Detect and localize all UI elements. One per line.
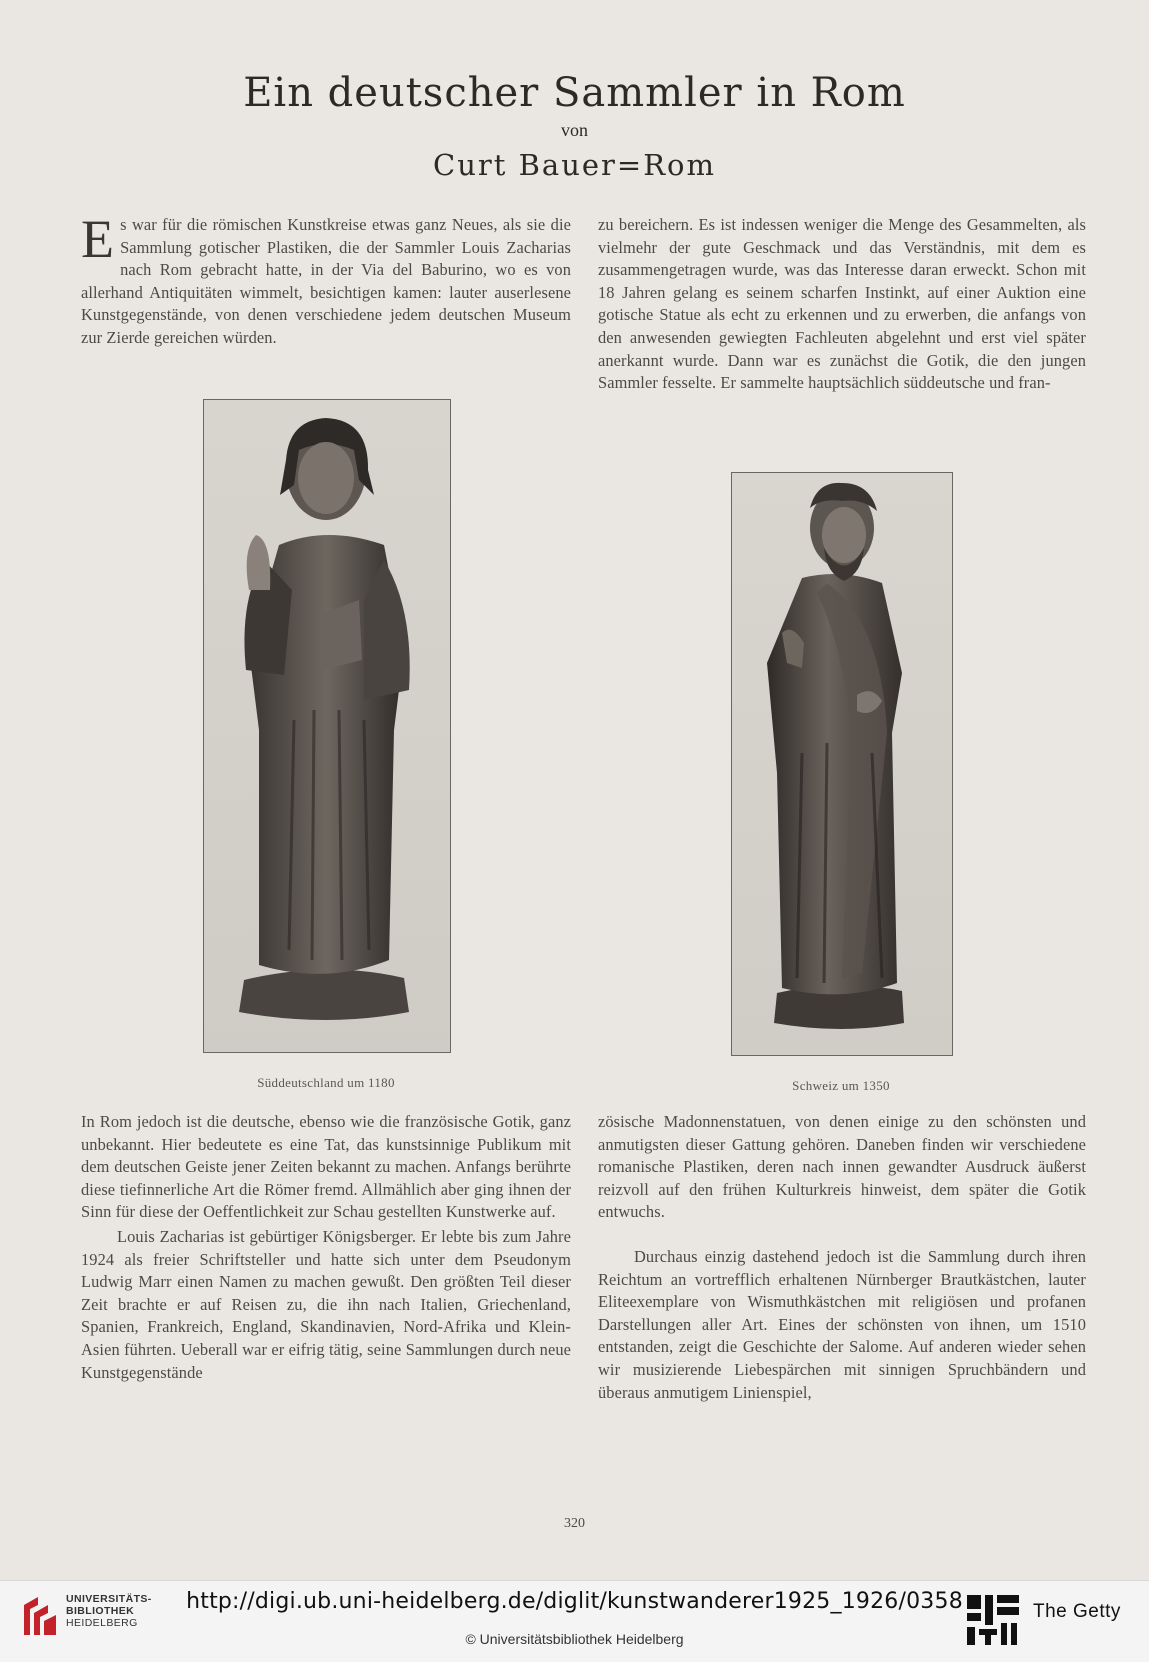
paragraph-biography: Louis Zacharias ist gebürtiger Königsberger. Er lebte bis zum Jahre 1924 als freier Schriftsteller und hatte sich unter dem Pseudonym Ludwig Marr einen Namen zu machen gewußt. Den größten Teil dieser Zeit brachte er auf Reisen zu, die ihn nach Italien, Griechenland, Spanien, Frankreich, England, Skandinavien, Nord-Afrika und Klein-Asien führten. Ueberall war er eifrig tätig, seine Sammlungen durch neue Kunstgegenstände: [81, 1226, 571, 1382]
column-left-bottom: [81, 1111, 571, 1384]
paragraph-rome: In Rom jedoch ist die deutsche, ebenso wie die französische Gotik, ganz unbekannt. Hier bedeutete es eine Tat, das kunstsinnige Publikum mit dem deutschen Geiste jener Zeiten bekannt zu machen. Anfangs berührte diese tiefinnerliche Art die Römer fremd. Allmählich aber ging ihnen der Sinn für diese der Oeffentlichkeit zur Schau gestellten Kunstwerke auf.: [81, 1112, 571, 1222]
column-left-top: [81, 209, 571, 350]
column-right-top: [598, 214, 1086, 395]
column-right-bottom: [598, 1111, 1086, 1404]
statue-suddeutschland-image: [204, 400, 450, 1052]
permalink-url[interactable]: http://digi.ub.uni-heidelberg.de/diglit/kunstwanderer1925_1926/0358: [186, 1589, 963, 1614]
page-number: 320: [564, 1516, 585, 1531]
paragraph-madonnas: zösische Madonnenstatuen, von denen einige zu den schönsten und anmutigsten dieser Gattung gehören. Daneben finden wir verschiedene romanische Plastiken, deren nach innen gewandter Ausdruck äußerst reizvoll auf den frühen Kulturkreis hinweist, dem später die Gotik entwuchs.: [598, 1112, 1086, 1222]
getty-logo-icon: [965, 1593, 1023, 1649]
paragraph-collector: zu bereichern. Es ist indessen weniger die Menge des Gesammelten, als vielmehr der gute Geschmack und das Verständnis, mit dem es zusammengetragen wurde, was das Interesse daran erweckt. Schon mit 18 Jahren gelang es seinem scharfen Instinkt, auf einer Auktion eine gotische Statue als echt zu erkennen und zu erwerben, die anfangs von den anwesenden gewiegten Fachleuten abgelehnt und erst viel später anerkannt wurde. Dann war es zunächst die Gotik, die den jungen Sammler fesselte. Er sammelte hauptsächlich süddeutsche und fran-: [598, 215, 1086, 393]
paragraph-brautkaestchen: Durchaus einzig dastehend jedoch ist die Sammlung durch ihren Reichtum an vortrefflich erhaltenen Nürnberger Brautkästchen, lauter Eliteexemplare von Wismuthkästchen mit religiösen und profanen Darstellungen aller Art. Eines der schönsten von ihnen, um 1510 entstanden, zeigt die Geschichte der Salome. Auf anderen wieder sehen wir musizierende Liebespärchen mit sinnigen Spruchbändern und überaus anmutigem Linienspiel,: [598, 1246, 1086, 1402]
drop-cap: E: [81, 209, 115, 269]
copyright-notice: © Universitätsbibliothek Heidelberg: [465, 1631, 684, 1647]
partner-name: The Getty: [1033, 1601, 1121, 1622]
figure-caption-1: Süddeutschland um 1180: [257, 1075, 395, 1090]
article-title: Ein deutscher Sammler in Rom: [243, 70, 906, 116]
digitization-footer: [0, 1580, 1149, 1662]
statue-schweiz-image: [732, 473, 952, 1055]
byline-prefix: von: [561, 120, 588, 140]
figure-photo-2: [731, 472, 953, 1056]
article-author: Curt Bauer=Rom: [433, 148, 716, 182]
library-name: UNIVERSITÄTS- BIBLIOTHEK HEIDELBERG: [66, 1593, 152, 1629]
figure-caption-2: Schweiz um 1350: [792, 1078, 890, 1093]
figure-photo-1: [203, 399, 451, 1053]
paragraph-intro: s war für die römischen Kunstkreise etwas ganz Neues, als sie die Sammlung gotischer Plastiken, die der Sammler Louis Zacharias nach Rom gebracht hatte, in der Via del Baburino, wo es von allerhand Antiquitäten wimmelt, besichtigen kamen: lauter auserlesene Kunstgegenstände, von denen verschiedene jedem deutschen Museum zur Zierde gereichen würden.: [81, 215, 571, 347]
